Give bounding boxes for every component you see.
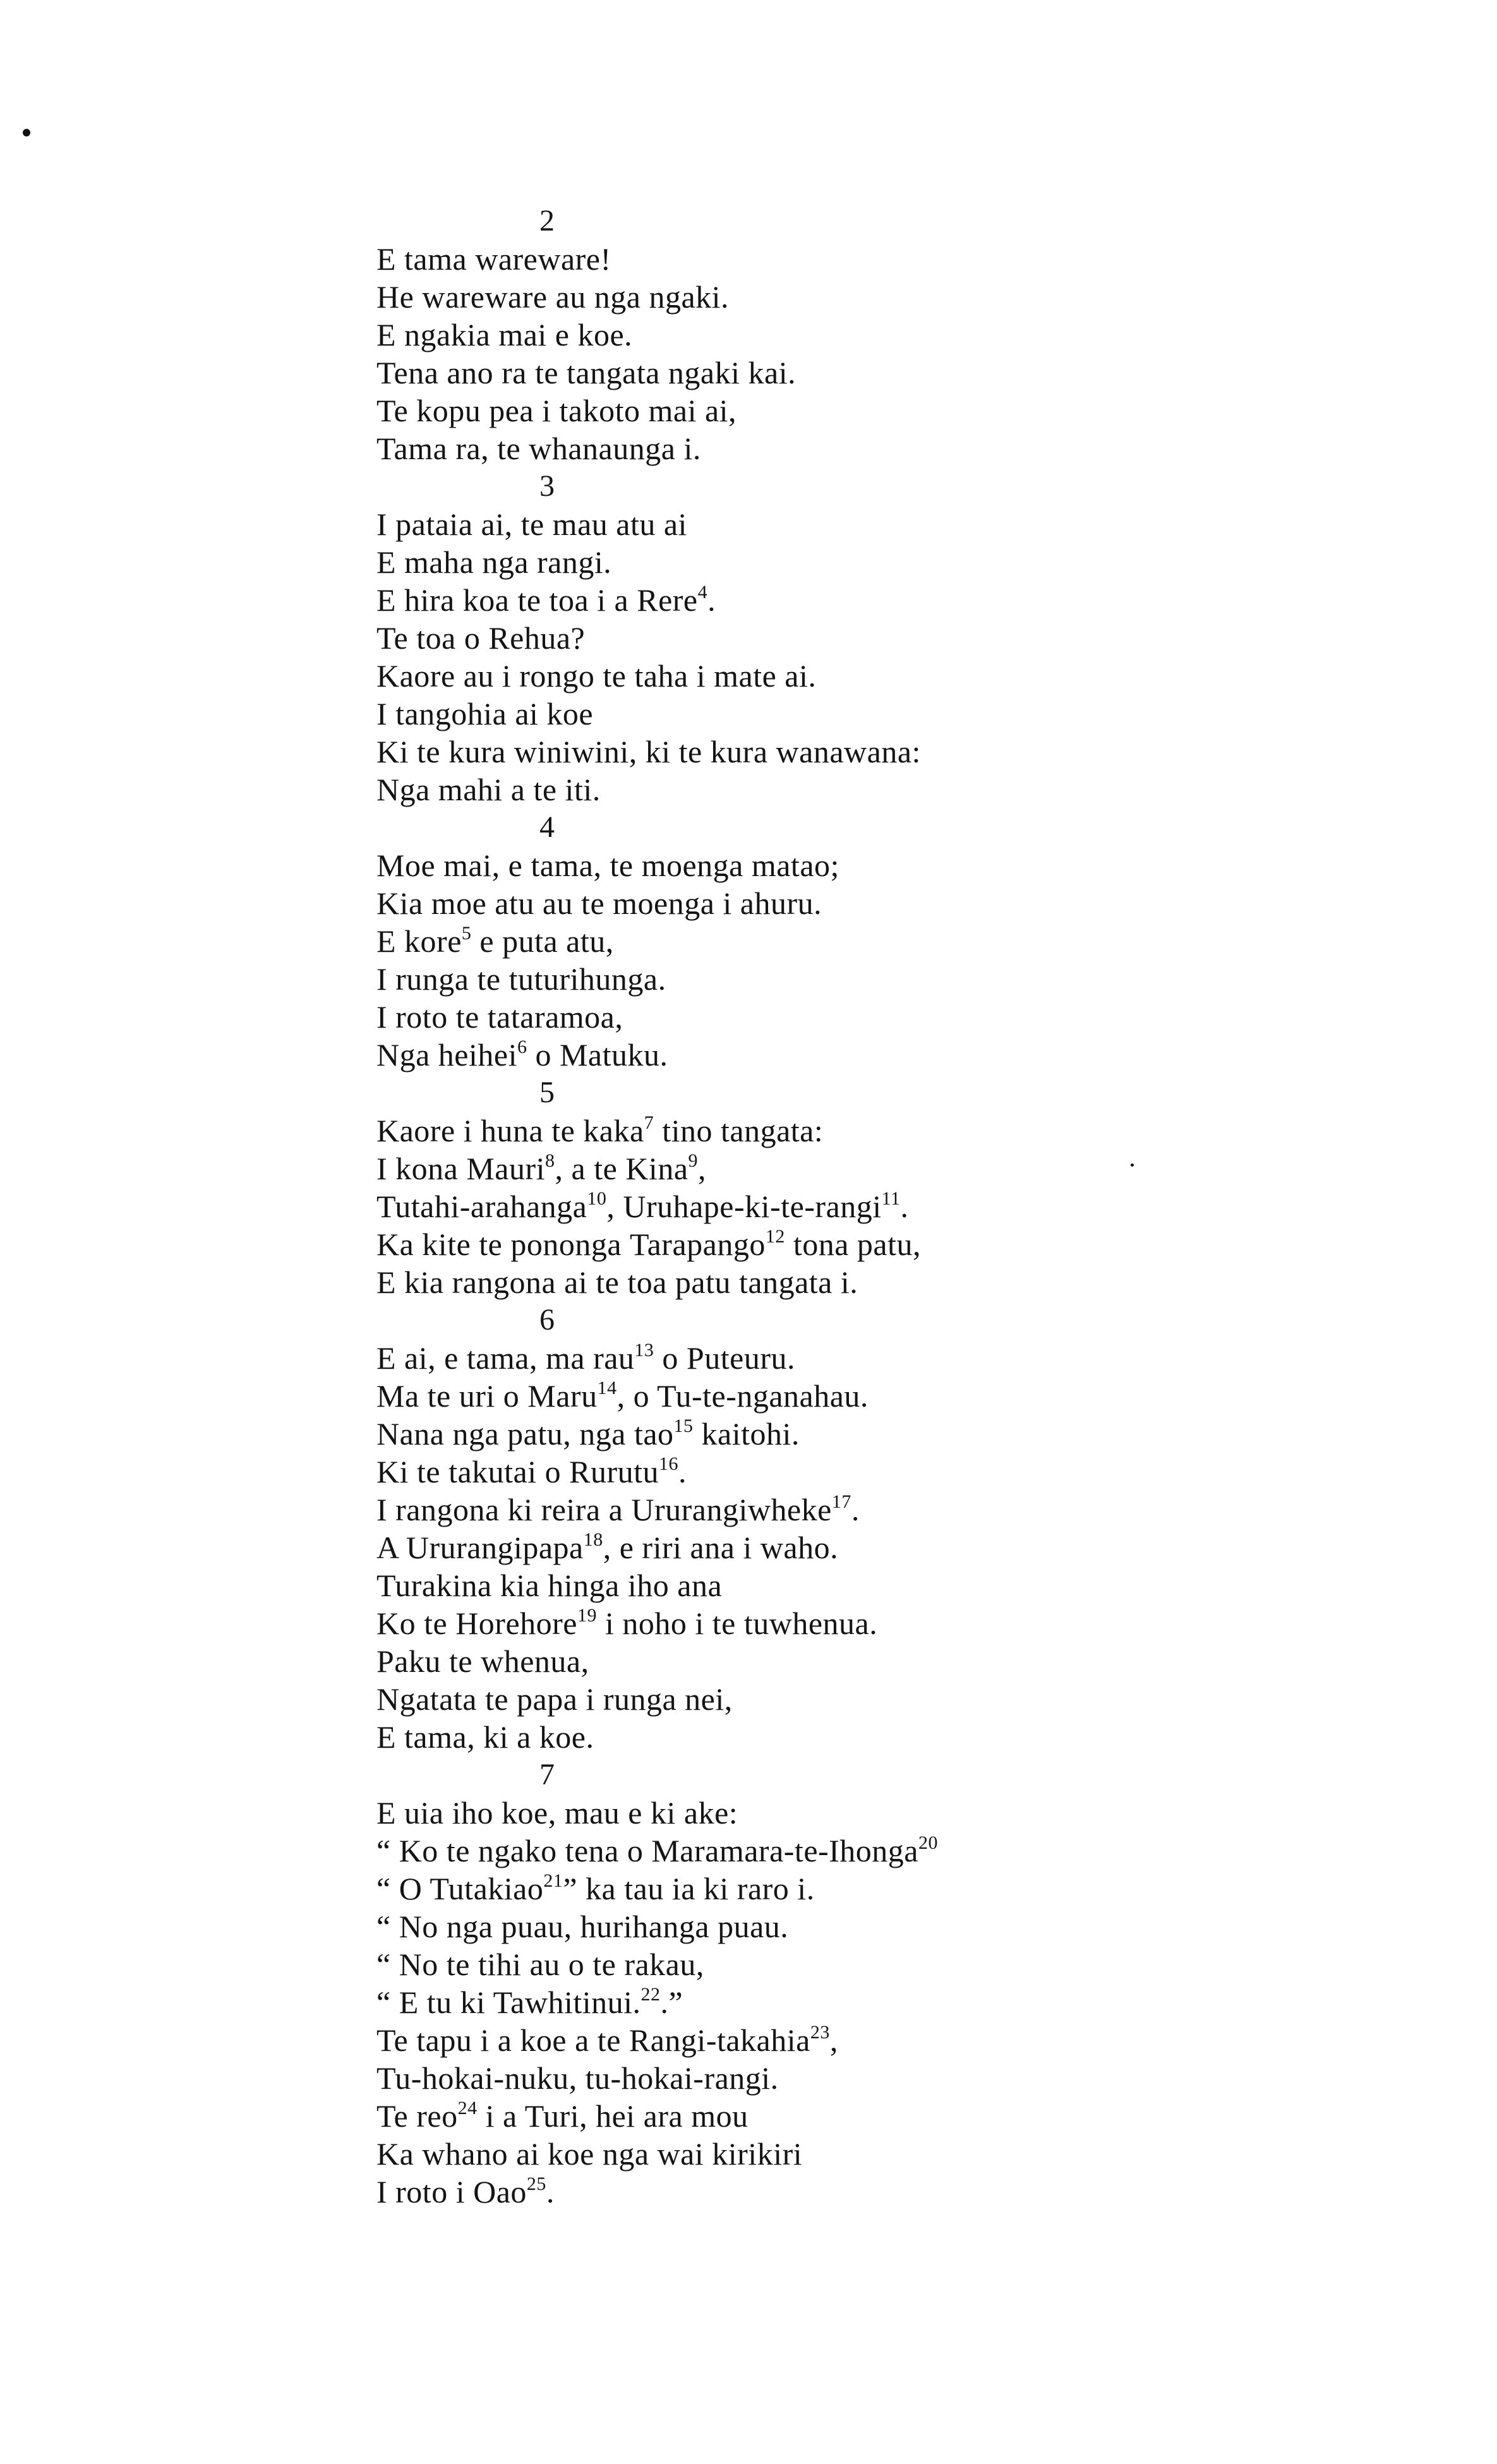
line-text: “ No nga puau, hurihanga puau. xyxy=(376,1909,789,1944)
poem-line xyxy=(376,581,1235,619)
poem-line xyxy=(376,392,1235,430)
line-text: I rangona ki reira a Ururangiwheke xyxy=(376,1492,832,1527)
poem-line xyxy=(376,1377,1235,1415)
poem-line xyxy=(376,1680,1235,1718)
line-text: Kia moe atu au te moenga i ahuru. xyxy=(376,886,822,921)
footnote-ref: 7 xyxy=(644,1112,654,1133)
line-text: He wareware au nga ngaki. xyxy=(376,279,730,315)
poem-line xyxy=(376,998,1235,1036)
line-text: A Ururangipapa xyxy=(376,1530,584,1565)
poem-line xyxy=(376,1794,1235,1832)
line-text: . xyxy=(900,1189,909,1224)
poem-line xyxy=(376,1187,1235,1225)
line-text: E hira koa te toa i a Rere xyxy=(376,582,698,618)
poem-line xyxy=(376,1036,1235,1074)
poem-line xyxy=(376,846,1235,884)
poem-line xyxy=(376,1983,1235,2021)
line-text: E ngakia mai e koe. xyxy=(376,317,633,352)
line-text: Nga mahi a te iti. xyxy=(376,772,601,807)
line-text: . xyxy=(546,2174,555,2209)
footnote-ref: 16 xyxy=(659,1453,679,1474)
poem-line xyxy=(376,619,1235,657)
line-text: , xyxy=(698,1151,707,1186)
poem-line xyxy=(376,695,1235,733)
line-text: , xyxy=(829,2022,838,2058)
poem-line xyxy=(376,771,1235,808)
line-text: “ E tu ki Tawhitinui. xyxy=(376,1985,641,2020)
line-text: Kaore au i rongo te taha i mate ai. xyxy=(376,658,817,694)
stanza-number: 6 xyxy=(539,1303,555,1337)
footnote-ref: 24 xyxy=(457,2098,478,2118)
poem-line xyxy=(376,960,1235,998)
line-text: o Matuku. xyxy=(527,1037,668,1073)
line-text: I runga te tuturihunga. xyxy=(376,961,666,997)
line-text: I kona Mauri xyxy=(376,1151,546,1186)
poem-line xyxy=(376,1415,1235,1453)
footnote-ref: 6 xyxy=(517,1037,527,1057)
footnote-ref: 20 xyxy=(918,1832,939,1853)
line-text: Tama ra, te whanaunga i. xyxy=(376,431,701,466)
line-text: Tutahi-arahanga xyxy=(376,1189,587,1224)
poem-line xyxy=(376,1150,1235,1187)
line-text: E tama, ki a koe. xyxy=(376,1719,594,1755)
line-text: ” ka tau ia ki raro i. xyxy=(563,1871,815,1906)
poem-line xyxy=(376,1642,1235,1680)
line-text: Te toa o Rehua? xyxy=(376,620,586,656)
footnote-ref: 13 xyxy=(634,1340,654,1361)
line-text: , a te Kina xyxy=(555,1151,688,1186)
line-text: Turakina kia hinga iho ana xyxy=(376,1568,723,1603)
line-text: “ No te tihi au o te rakau, xyxy=(376,1947,704,1982)
footnote-ref: 9 xyxy=(688,1150,699,1171)
poem-line xyxy=(376,1491,1235,1529)
poem-line xyxy=(376,430,1235,467)
line-text: i noho i te tuwhenua. xyxy=(597,1606,878,1641)
line-text: E ai, e tama, ma rau xyxy=(376,1340,635,1376)
line-text: . xyxy=(678,1454,687,1489)
line-text: . xyxy=(707,582,716,618)
poem-line xyxy=(376,543,1235,581)
line-text: I pataia ai, te mau atu ai xyxy=(376,507,687,542)
line-text: Ka whano ai koe nga wai kirikiri xyxy=(376,2136,803,2172)
line-text: E kore xyxy=(376,923,462,959)
line-text: . xyxy=(851,1492,860,1527)
line-text: , o Tu-te-nganahau. xyxy=(616,1378,869,1414)
line-text: Tu-hokai-nuku, tu-hokai-rangi. xyxy=(376,2060,779,2096)
poem-line xyxy=(376,657,1235,695)
footnote-ref: 15 xyxy=(673,1415,694,1436)
footnote-ref: 5 xyxy=(461,923,472,944)
poem-line xyxy=(376,1870,1235,1908)
poem-line xyxy=(376,505,1235,543)
line-text: E kia rangona ai te toa patu tangata i. xyxy=(376,1265,858,1300)
line-text: E maha nga rangi. xyxy=(376,544,612,580)
footnote-ref: 12 xyxy=(765,1226,785,1247)
poem-line xyxy=(376,1112,1235,1150)
line-text: , Uruhape-ki-te-rangi xyxy=(606,1189,882,1224)
line-text: , e riri ana i waho. xyxy=(603,1530,839,1565)
footnote-ref: 18 xyxy=(583,1529,603,1550)
footnote-ref: 8 xyxy=(545,1150,555,1171)
line-text: E tama wareware! xyxy=(376,241,611,277)
footnote-ref: 11 xyxy=(881,1188,901,1209)
poem-line xyxy=(376,2135,1235,2173)
poem-line xyxy=(376,1718,1235,1756)
scan-speck xyxy=(23,129,30,136)
line-text: Ngatata te papa i runga nei, xyxy=(376,1681,733,1717)
line-text: e puta atu, xyxy=(471,923,614,959)
line-text: i a Turi, hei ara mou xyxy=(477,2098,748,2134)
line-text: Ko te Horehore xyxy=(376,1606,577,1641)
stanza-number: 5 xyxy=(539,1076,555,1109)
footnote-ref: 4 xyxy=(697,582,708,603)
line-text: Te reo xyxy=(376,2098,458,2134)
stanza-number: 4 xyxy=(539,810,555,844)
poem-text xyxy=(376,202,1235,2211)
poem-line xyxy=(376,1945,1235,1983)
footnote-ref: 22 xyxy=(640,1984,661,2005)
line-text: Ki te takutai o Rurutu xyxy=(376,1454,659,1489)
line-text: o Puteuru. xyxy=(654,1340,795,1376)
poem-line xyxy=(376,2021,1235,2059)
footnote-ref: 14 xyxy=(597,1378,617,1398)
poem-line xyxy=(376,1529,1235,1566)
line-text: I roto te tataramoa, xyxy=(376,999,623,1035)
footnote-ref: 25 xyxy=(526,2173,546,2194)
poem-line xyxy=(376,1908,1235,1945)
poem-line xyxy=(376,2097,1235,2135)
line-text: Paku te whenua, xyxy=(376,1644,589,1679)
line-text: Ka kite te ponongа Tarapango xyxy=(376,1227,766,1262)
poem-line xyxy=(376,1453,1235,1491)
line-text: Tena ano ra te tangata ngaki kai. xyxy=(376,355,797,390)
line-text: “ O Tutakiao xyxy=(376,1871,544,1906)
poem-line xyxy=(376,1225,1235,1263)
poem-line xyxy=(376,733,1235,771)
poem-line xyxy=(376,316,1235,354)
line-text: E uia iho koe, mau e ki ake: xyxy=(376,1795,738,1830)
line-text: I tangohia ai koe xyxy=(376,696,594,731)
line-text: Ma te uri o Maru xyxy=(376,1378,598,1414)
poem-line xyxy=(376,2173,1235,2211)
line-text: Nga heihei xyxy=(376,1037,517,1073)
line-text: tona patu, xyxy=(785,1227,922,1262)
poem-line xyxy=(376,884,1235,922)
line-text: Ki te kura winiwini, ki te kura wanawana: xyxy=(376,734,921,769)
footnote-ref: 17 xyxy=(831,1491,851,1512)
line-text: .” xyxy=(660,1985,683,2020)
stanza-number: 7 xyxy=(539,1758,555,1791)
footnote-ref: 23 xyxy=(810,2022,830,2043)
line-text: Kaore i huna te kaka xyxy=(376,1113,644,1148)
line-text: Nana nga patu, nga tao xyxy=(376,1416,674,1451)
line-text: Te tapu i a koe a te Rangi-takahia xyxy=(376,2022,810,2058)
poem-line xyxy=(376,1566,1235,1604)
line-text: kaitohi. xyxy=(693,1416,800,1451)
stanza-number: 2 xyxy=(539,204,555,237)
stanza-number: 3 xyxy=(539,469,555,503)
poem-line xyxy=(376,240,1235,278)
poem-line xyxy=(376,1263,1235,1301)
line-text: tino tangata: xyxy=(654,1113,824,1148)
line-text: I roto i Oao xyxy=(376,2174,527,2209)
footnote-ref: 10 xyxy=(587,1188,607,1209)
line-text: Te kopu pea i takoto mai ai, xyxy=(376,393,737,428)
poem-line xyxy=(376,1832,1235,1870)
line-text: Moe mai, e tama, te moenga matao; xyxy=(376,848,839,883)
poem-line xyxy=(376,354,1235,392)
line-text: “ Ko te ngako tena o Maramara-te-Ihonga xyxy=(376,1833,919,1868)
poem-line xyxy=(376,2059,1235,2097)
poem-line xyxy=(376,922,1235,960)
poem-line xyxy=(376,1604,1235,1642)
poem-line xyxy=(376,278,1235,316)
poem-line xyxy=(376,1339,1235,1377)
footnote-ref: 19 xyxy=(577,1605,597,1626)
footnote-ref: 21 xyxy=(543,1870,563,1891)
